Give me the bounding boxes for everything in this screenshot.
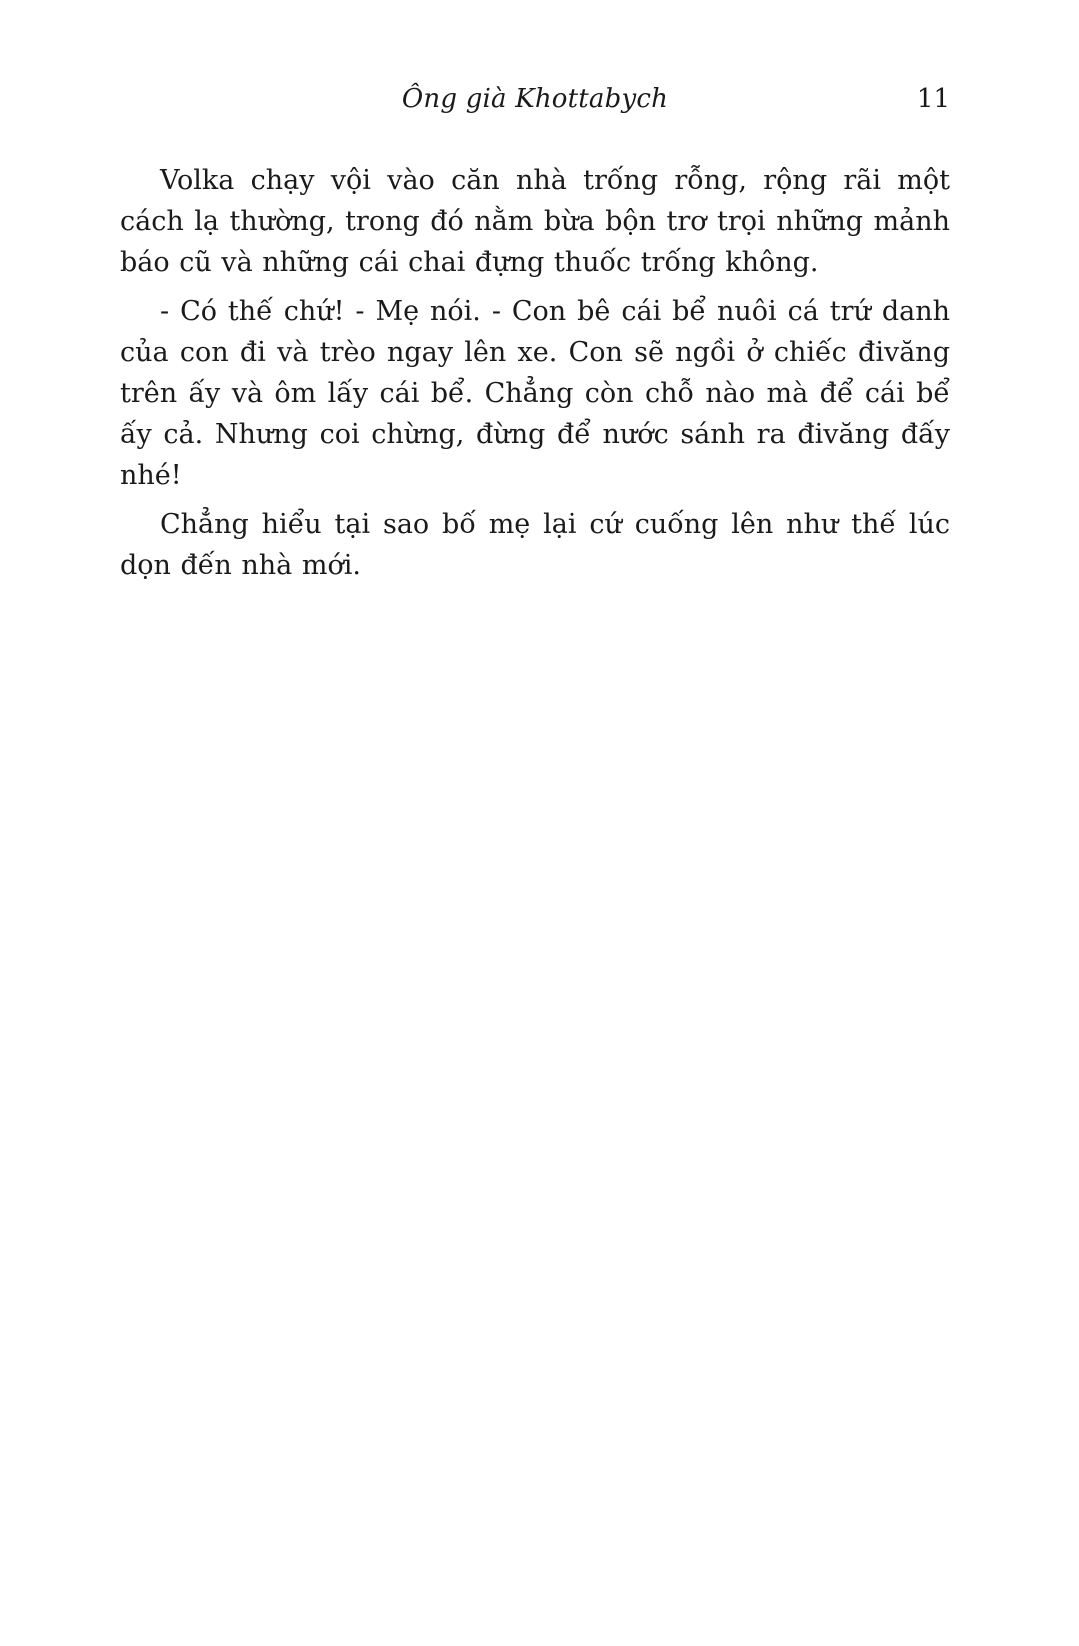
paragraph-1: Volka chạy vội vào căn nhà trống rỗng, rộng rãi một cách lạ thường, trong đó nằm bừa bộn trơ trọi những mảnh báo cũ và những cái chai đựng thuốc trống không. [120, 165, 950, 278]
page-number: 11 [916, 84, 950, 114]
body-text [120, 160, 950, 594]
paragraph-3: Chẳng hiểu tại sao bố mẹ lại cứ cuống lên như thế lúc dọn đến nhà mới. [120, 509, 950, 581]
paragraph-2: - Có thế chứ! - Mẹ nói. - Con bê cái bể nuôi cá trứ danh của con đi và trèo ngay lên xe. Con sẽ ngồi ở chiếc đivăng trên ấy và ôm lấy cái bể. Chẳng còn chỗ nào mà để cái bể ấy cả. Nhưng coi chừng, đừng để nước sánh ra đivăng đấy nhé! [120, 296, 950, 491]
running-title: Ông già Khottabych [401, 84, 669, 114]
running-head [120, 84, 950, 124]
